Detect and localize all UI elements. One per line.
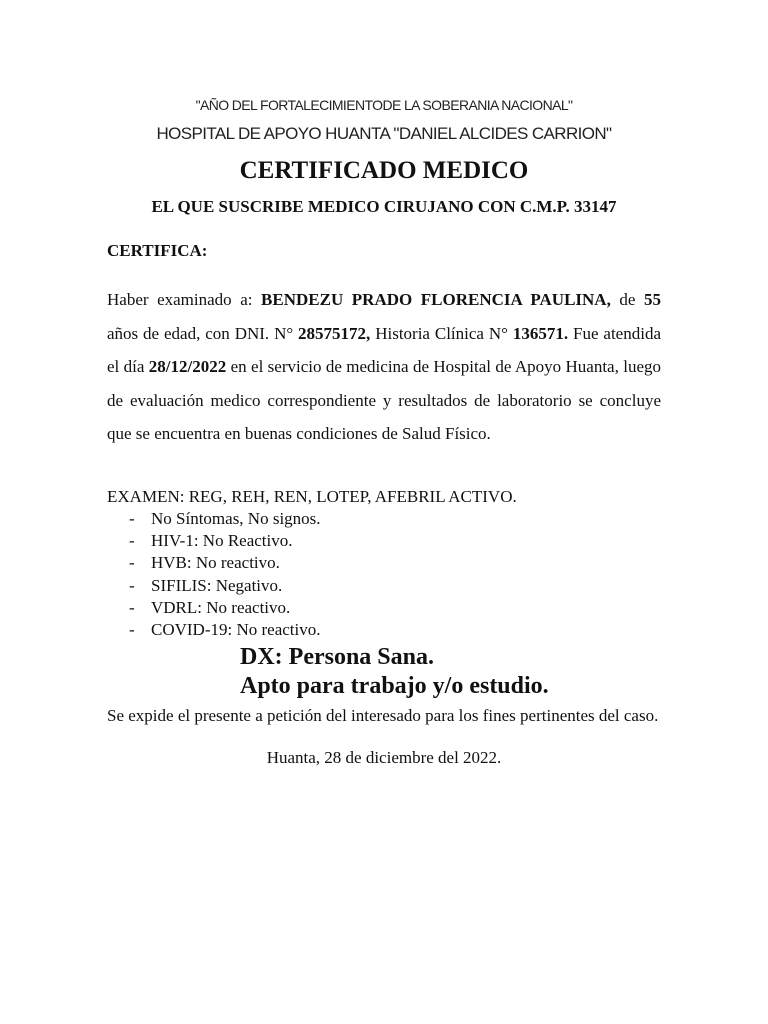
hospital-name: HOSPITAL DE APOYO HUANTA "DANIEL ALCIDES CARRION" — [156, 124, 612, 143]
dash-bullet-icon: - — [129, 509, 135, 528]
dash-bullet-icon: - — [129, 553, 135, 573]
finding-text: SIFILIS: Negativo. — [151, 575, 283, 595]
attended-prefix: Fue atendida el día — [107, 323, 661, 377]
place-and-date: Huanta, 28 de diciembre del 2022. — [266, 748, 502, 767]
examined-prefix: Haber examinado a: — [107, 290, 262, 309]
patient-name: BENDEZU PRADO FLORENCIA PAULINA, — [261, 290, 611, 309]
history-prefix: Historia Clínica N° — [370, 323, 513, 343]
certifica-label: CERTIFICA: — [107, 241, 208, 260]
aptitude-statement: Apto para trabajo y/o estudio. — [240, 673, 549, 699]
finding-text: COVID-19: No reactivo. — [151, 619, 321, 639]
physician-statement: EL QUE SUSCRIBE MEDICO CIRUJANO CON C.M.P. 33147 — [151, 197, 617, 216]
clinical-history-number: 136571. — [512, 323, 569, 343]
finding-text: No Síntomas, No signos. — [151, 509, 321, 528]
certification-body — [107, 283, 661, 451]
age-suffix: años de edad, con DNI. N° — [107, 323, 299, 343]
issuance-note: Se expide el presente a petición del interesado para los fines pertinentes del caso. — [107, 706, 659, 725]
dash-bullet-icon: - — [129, 619, 135, 639]
attended-date: 28/12/2022 — [148, 357, 227, 377]
diagnosis: DX: Persona Sana. — [240, 644, 435, 670]
patient-dni: 28575172, — [298, 323, 371, 343]
exam-line: EXAMEN: REG, REH, REN, LOTEP, AFEBRIL ACTIVO. — [107, 487, 517, 506]
finding-text: HIV-1: No Reactivo. — [151, 531, 293, 551]
dash-bullet-icon: - — [129, 597, 135, 617]
after-name: de — [610, 290, 644, 309]
attended-suffix: en el servicio de medicina de Hospital de Apoyo Huanta, luego de evaluación medico correspondiente y resultados de laboratorio se concluye que se encuentra en buenas condiciones de Salud Físico. — [107, 357, 661, 444]
dash-bullet-icon: - — [129, 575, 135, 595]
finding-text: HVB: No reactivo. — [151, 553, 280, 573]
year-motto: "AÑO DEL FORTALECIMIENTODE LA SOBERANIA NACIONAL" — [195, 97, 573, 113]
document-title: CERTIFICADO MEDICO — [239, 157, 529, 184]
dash-bullet-icon: - — [129, 531, 135, 551]
finding-text: VDRL: No reactivo. — [151, 597, 291, 617]
patient-age: 55 — [644, 290, 661, 309]
